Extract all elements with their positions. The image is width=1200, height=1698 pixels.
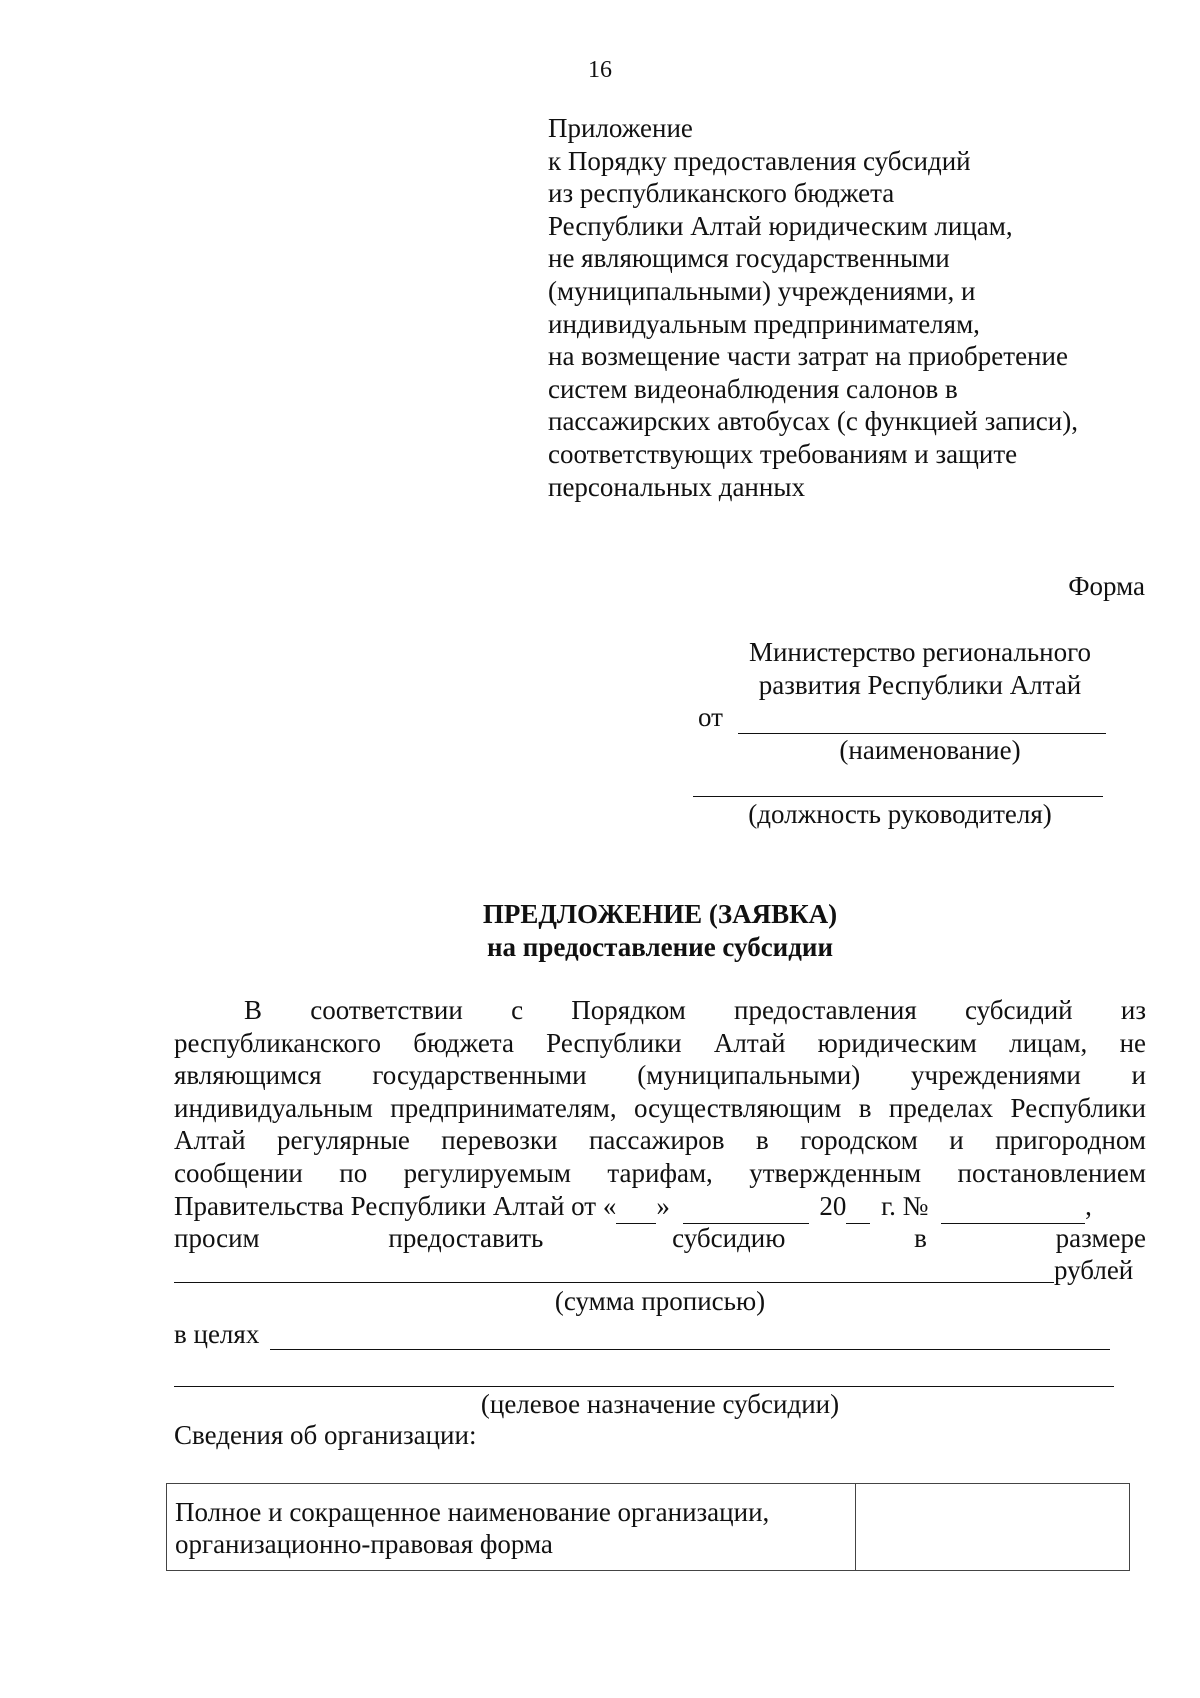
- annex-line: к Порядку предоставления субсидий: [548, 145, 971, 176]
- annex-line: из республиканского бюджета: [548, 178, 895, 209]
- org-name-label-line: Полное и сокращенное наименование организации,: [175, 1497, 770, 1527]
- purpose-field-continued[interactable]: [174, 1386, 1114, 1387]
- annex-line: Республики Алтай юридическим лицам,: [548, 210, 1013, 241]
- resolution-quote-close: »: [656, 1191, 670, 1221]
- resolution-month-field[interactable]: [683, 1190, 809, 1224]
- body-line: В соответствии с Порядком предоставления субсидий из: [244, 995, 1146, 1025]
- applicant-name-field[interactable]: [738, 701, 1106, 734]
- recipient-block: [690, 636, 1150, 701]
- body-line: Алтай регулярные перевозки пассажиров в городском и пригородном: [174, 1125, 1146, 1156]
- resolution-comma: ,: [1085, 1191, 1092, 1221]
- annex-line: соответствующих требованиям и защите: [548, 438, 1018, 469]
- request-word: просим: [174, 1223, 260, 1253]
- head-position-field[interactable]: [693, 796, 1103, 797]
- annex-block: [548, 112, 1078, 503]
- annex-line: не являющимся государственными: [548, 243, 950, 274]
- annex-line: пассажирских автобусах (с функцией записи),: [548, 406, 1078, 437]
- resolution-number-field[interactable]: [941, 1190, 1085, 1224]
- request-word: в: [914, 1223, 927, 1253]
- resolution-number-label: г. №: [881, 1191, 929, 1221]
- position-caption: (должность руководителя): [748, 799, 1052, 829]
- body-paragraph: [174, 994, 1146, 1190]
- resolution-line: [174, 1190, 1146, 1224]
- body-line: являющимся государственными (муниципальными) учреждениями и: [174, 1060, 1146, 1091]
- annex-line: персональных данных: [548, 471, 805, 502]
- title-line-2: на предоставление субсидии: [486, 932, 834, 962]
- document-title: [0, 898, 1200, 964]
- amount-field[interactable]: [174, 1282, 1054, 1283]
- request-word: размере: [1055, 1223, 1146, 1253]
- recipient-line: Министерство регионального: [748, 637, 1092, 667]
- annex-line: (муниципальными) учреждениями, и: [548, 275, 976, 306]
- org-info-label: Сведения об организации:: [174, 1420, 477, 1450]
- body-line: индивидуальным предпринимателям, осуществляющим в пределах Республики: [174, 1092, 1146, 1123]
- annex-line: систем видеонаблюдения салонов в: [548, 373, 958, 404]
- annex-line: на возмещение части затрат на приобретение: [548, 341, 1068, 372]
- title-line-1: ПРЕДЛОЖЕНИЕ (ЗАЯВКА): [482, 899, 838, 929]
- from-prefix: от: [698, 702, 723, 732]
- org-name-label-line: организационно-правовая форма: [175, 1529, 553, 1559]
- annex-line: Приложение: [548, 113, 693, 143]
- name-caption: (наименование): [839, 735, 1021, 765]
- org-name-value-cell[interactable]: [856, 1484, 1130, 1571]
- request-word: субсидию: [672, 1223, 786, 1253]
- purpose-prefix: в целях: [174, 1319, 260, 1349]
- recipient-line: развития Республики Алтай: [758, 669, 1082, 700]
- from-row: [698, 701, 1106, 734]
- purpose-field[interactable]: [270, 1349, 1110, 1350]
- body-line: республиканского бюджета Республики Алтай юридическим лицам, не: [174, 1027, 1146, 1058]
- request-word: предоставить: [388, 1223, 544, 1253]
- request-line: [174, 1222, 1146, 1255]
- resolution-day-field[interactable]: [616, 1190, 656, 1224]
- page-number: 16: [588, 57, 612, 83]
- resolution-year-prefix: 20: [819, 1191, 847, 1221]
- org-info-table: [166, 1483, 1130, 1571]
- form-label: Форма: [1068, 571, 1145, 601]
- resolution-prefix: Правительства Республики Алтай от «: [174, 1191, 617, 1221]
- body-line: сообщении по регулируемым тарифам, утвержденным постановлением: [174, 1157, 1146, 1188]
- currency-label: рублей: [1054, 1255, 1134, 1285]
- org-name-label-cell: [167, 1484, 856, 1571]
- amount-caption: (сумма прописью): [554, 1286, 766, 1316]
- table-row: [167, 1484, 1130, 1571]
- purpose-caption: (целевое назначение субсидии): [480, 1389, 840, 1419]
- annex-line: индивидуальным предпринимателям,: [548, 308, 980, 339]
- resolution-year-field[interactable]: [846, 1190, 870, 1224]
